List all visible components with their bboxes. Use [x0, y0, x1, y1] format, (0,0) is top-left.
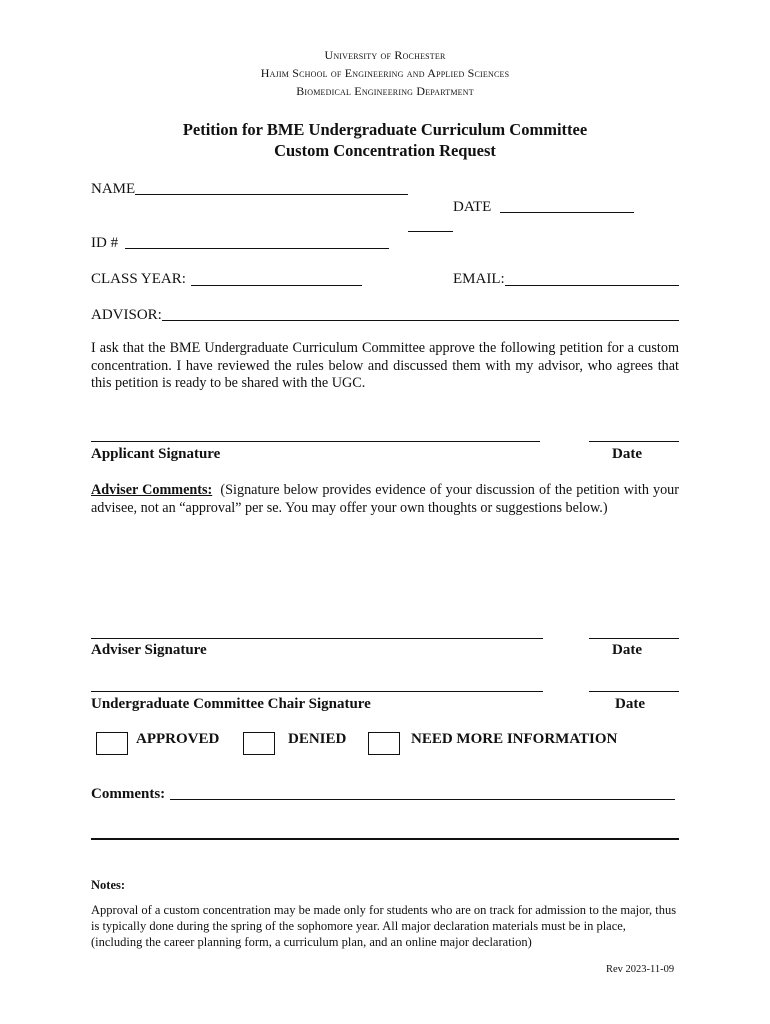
chair-signature-label: Undergraduate Committee Chair Signature [91, 696, 371, 712]
adviser-comments-instructions: (Signature below provides evidence of your discussion of the petition with your advisee, not an “approval” per se. You may offer your own thoughts or suggestions below.) [91, 482, 680, 516]
class-year-field[interactable] [191, 285, 362, 286]
advisor-field[interactable] [162, 320, 679, 321]
class-year-label: CLASS YEAR: [91, 271, 186, 287]
approved-label: APPROVED [136, 731, 220, 747]
advisor-label: ADVISOR: [91, 307, 162, 323]
adviser-signature-line[interactable] [91, 638, 543, 639]
chair-signature-line[interactable] [91, 691, 543, 692]
approved-checkbox[interactable] [96, 732, 128, 755]
university-name: University of Rochester [324, 48, 446, 62]
id-label: ID # [91, 235, 119, 251]
need-more-information-label: NEED MORE INFORMATION [411, 731, 618, 747]
date-label: DATE [453, 199, 492, 215]
chair-date-label: Date [615, 696, 645, 712]
adviser-date-label: Date [612, 642, 642, 658]
school-name: Hajim School of Engineering and Applied Sciences [260, 66, 510, 80]
name-label: NAME [91, 181, 136, 197]
intro-paragraph: I ask that the BME Undergraduate Curriculum Committee approve the following petition for a custom concentration. I have reviewed the rules below and discussed them with my advisor, who agrees that this petition is ready to be shared with the UGC. [91, 340, 679, 391]
applicant-signature-line[interactable] [91, 441, 540, 442]
comments-label: Comments: [91, 786, 166, 802]
denied-checkbox[interactable] [243, 732, 275, 755]
date-field-continued [408, 231, 453, 232]
id-field[interactable] [125, 248, 389, 249]
department-name: Biomedical Engineering Department [296, 84, 474, 98]
denied-label: DENIED [288, 731, 347, 747]
adviser-date-line[interactable] [589, 638, 679, 639]
name-field[interactable] [135, 194, 408, 195]
adviser-comments-label: Adviser Comments: [91, 482, 213, 498]
applicant-date-line[interactable] [589, 441, 679, 442]
chair-date-line[interactable] [589, 691, 679, 692]
comments-field[interactable] [170, 799, 675, 800]
form-title: Petition for BME Undergraduate Curriculum Committee [182, 120, 588, 139]
revision-label: Rev 2023-11-09 [606, 964, 675, 975]
notes-heading: Notes: [91, 878, 126, 892]
adviser-signature-label: Adviser Signature [91, 642, 207, 658]
need-more-information-checkbox[interactable] [368, 732, 400, 755]
comments-field-line-2[interactable] [91, 838, 679, 840]
applicant-signature-label: Applicant Signature [91, 446, 221, 462]
applicant-date-label: Date [612, 446, 642, 462]
adviser-comments-block [91, 482, 679, 517]
email-field[interactable] [505, 285, 679, 286]
notes-text: Approval of a custom concentration may be made only for students who are on track for admission to the major, thus is typically done during the spring of the sophomore year. All major declaration materials must be in place, (including the career planning form, a curriculum plan, and an online major declaration) [91, 903, 677, 949]
email-label: EMAIL: [453, 271, 505, 287]
form-subtitle: Custom Concentration Request [274, 141, 496, 160]
date-field[interactable] [500, 212, 634, 213]
